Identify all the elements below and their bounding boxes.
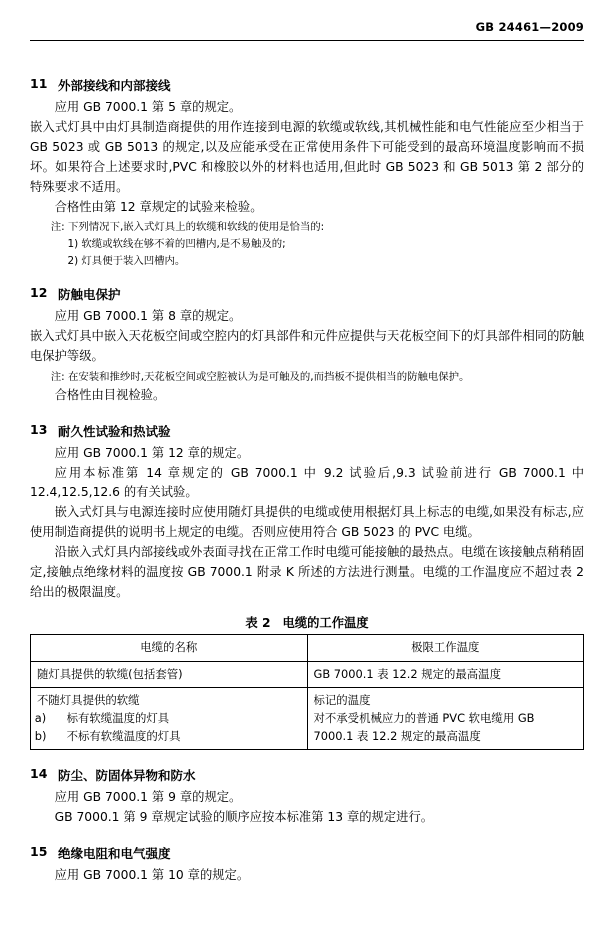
table-row bbox=[31, 661, 584, 688]
standard-number: GB 24461—2009 bbox=[475, 20, 584, 34]
note-text: 注: 下列情况下,嵌入式灯具上的软缆和软线的使用是恰当的: bbox=[50, 221, 325, 234]
page-header bbox=[30, 18, 584, 44]
paragraph: 应用 GB 7000.1 第 8 章的规定。 bbox=[54, 309, 242, 324]
paragraph: 合格性由目视检验。 bbox=[54, 387, 166, 402]
section-heading-11 bbox=[30, 76, 584, 94]
section-title: 绝缘电阻和电气强度 bbox=[58, 846, 171, 862]
section-title: 耐久性试验和热试验 bbox=[58, 423, 171, 439]
paragraph: 沿嵌入式灯具内部接线或外表面寻找在正常工作时电缆可能接触的最热点。电缆在该接触点稍稍固定,接触点绝缘材料的温度按 GB 7000.1 附录 K 所述的方法进行测量。电缆的工作温度应不超过表 2 给出的极限温度。 bbox=[30, 545, 584, 599]
list-marker: a) bbox=[34, 710, 47, 725]
cell-line: 标记的温度 bbox=[313, 693, 371, 708]
note-text: 注: 在安装和推纱时,天花板空间或空腔被认为是可触及的,而挡板不提供相当的防触电保护。 bbox=[50, 371, 470, 384]
list-item bbox=[34, 728, 301, 746]
section-title: 防触电保护 bbox=[58, 287, 121, 303]
table-cell-limit-temp bbox=[307, 688, 584, 750]
section-number: 14 bbox=[30, 766, 48, 782]
table-caption bbox=[30, 613, 584, 631]
list-item: 2) 灯具便于装入凹槽内。 bbox=[67, 254, 186, 267]
list-marker: b) bbox=[34, 728, 47, 743]
paragraph: 合格性由第 12 章规定的试验来检验。 bbox=[54, 199, 263, 214]
section-title: 防尘、防固体异物和防水 bbox=[58, 768, 196, 784]
column-header-limit-temp: 极限工作温度 bbox=[307, 634, 584, 661]
cell-sublist bbox=[34, 710, 301, 745]
section-number: 12 bbox=[30, 285, 48, 301]
cell-line: 对不承受机械应力的普通 PVC 软电缆用 GB 7000.1 表 12.2 规定的最高温度 bbox=[313, 710, 535, 743]
cell-line: 不随灯具提供的软缆 bbox=[37, 693, 140, 708]
table-row bbox=[31, 688, 584, 750]
paragraph: 应用 GB 7000.1 第 12 章的规定。 bbox=[54, 445, 250, 460]
header-divider bbox=[30, 40, 584, 41]
list-item-text: 不标有软缆温度的灯具 bbox=[66, 728, 181, 743]
table-cell-limit-temp: GB 7000.1 表 12.2 规定的最高温度 bbox=[307, 661, 584, 688]
document-body bbox=[30, 44, 584, 886]
section-title: 外部接线和内部接线 bbox=[58, 78, 171, 93]
cable-temperature-table bbox=[30, 634, 584, 750]
list-item bbox=[34, 710, 301, 728]
section-number: 11 bbox=[30, 76, 48, 91]
table-caption-label: 表 2 bbox=[245, 615, 271, 630]
paragraph: 嵌入式灯具中嵌入天花板空间或空腔内的灯具部件和元件应提供与天花板空间下的灯具部件相同的防触电保护等级。 bbox=[30, 329, 584, 364]
paragraph: 应用 GB 7000.1 第 10 章的规定。 bbox=[54, 868, 250, 883]
paragraph: 应用 GB 7000.1 第 5 章的规定。 bbox=[54, 100, 242, 114]
paragraph: GB 7000.1 第 9 章规定试验的顺序应按本标准第 13 章的规定进行。 bbox=[54, 810, 434, 825]
paragraph: 嵌入式灯具中由灯具制造商提供的用作连接到电源的软缆或软线,其机械性能和电气性能应至少相当于 GB 5023 或 GB 5013 的规定,以及应能承受在正常使用条件下可能受到的最高环境温度影响而不损坏。如果符合上述要求时,PVC 和橡胶以外的材料也适用,但此时 GB 5023 和 GB 5013 第 2 部分的特殊要求不适用。 bbox=[30, 119, 584, 194]
section-heading-15 bbox=[30, 844, 584, 862]
section-number: 15 bbox=[30, 844, 48, 860]
table-caption-text: 电缆的工作温度 bbox=[282, 615, 369, 630]
table-cell-cable-name bbox=[31, 688, 308, 750]
table-header-row bbox=[31, 634, 584, 661]
section-number: 13 bbox=[30, 421, 48, 437]
note-list bbox=[30, 236, 584, 269]
section-heading-12 bbox=[30, 285, 584, 303]
paragraph: 嵌入式灯具与电源连接时应使用随灯具提供的电缆或使用根据灯具上标志的电缆,如果没有标志,应使用制造商提供的说明书上规定的电缆。否则应使用符合 GB 5023 的 PVC 电缆。 bbox=[30, 505, 584, 540]
list-item-text: 标有软缆温度的灯具 bbox=[66, 710, 170, 725]
table-cell-cable-name: 随灯具提供的软缆(包括套管) bbox=[31, 661, 308, 688]
column-header-cable-name: 电缆的名称 bbox=[31, 634, 308, 661]
list-item: 1) 软缆或软线在够不着的凹槽内,是不易触及的; bbox=[67, 238, 286, 251]
paragraph: 应用 GB 7000.1 第 9 章的规定。 bbox=[54, 790, 242, 805]
paragraph: 应用本标准第 14 章规定的 GB 7000.1 中 9.2 试验后,9.3 试验前进行 GB 7000.1 中 12.4,12.5,12.6 的有关试验。 bbox=[30, 465, 584, 500]
section-heading-13 bbox=[30, 422, 584, 440]
section-heading-14 bbox=[30, 766, 584, 784]
